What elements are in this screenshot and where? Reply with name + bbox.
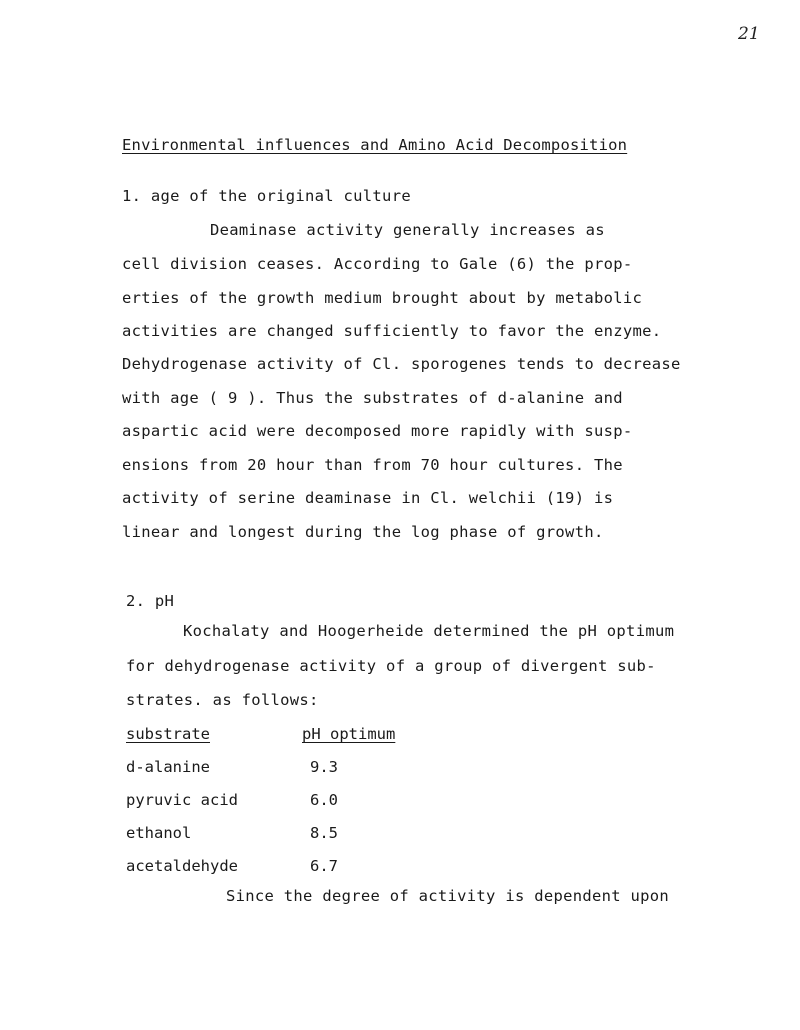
paragraph-line: ensions from 20 hour than from 70 hour cultures. The (122, 456, 623, 474)
paragraph-line: linear and longest during the log phase of growth. (122, 523, 604, 541)
table-cell-ph: 6.7 (310, 857, 338, 875)
paragraph-line: aspartic acid were decomposed more rapidly with susp- (122, 422, 633, 440)
table-cell-substrate: acetaldehyde (126, 857, 238, 875)
table-header-substrate: substrate (126, 725, 210, 743)
table-cell-substrate: d-alanine (126, 758, 210, 776)
paragraph-line: Deaminase activity generally increases as (210, 221, 605, 239)
table-cell-substrate: ethanol (126, 824, 192, 842)
paragraph-line: activity of serine deaminase in Cl. welchii (19) is (122, 489, 614, 507)
section-heading-ph: 2. pH (126, 592, 175, 610)
table-cell-ph: 8.5 (310, 824, 338, 842)
table-cell-ph: 9.3 (310, 758, 338, 776)
paragraph-line: erties of the growth medium brought about by metabolic (122, 289, 643, 307)
paragraph-line: cell division ceases. According to Gale (6) the prop- (122, 255, 633, 273)
paragraph-line: strates. as follows: (126, 691, 319, 709)
page-title: Environmental influences and Amino Acid Decomposition (122, 136, 628, 154)
paragraph-line: for dehydrogenase activity of a group of divergent sub- (126, 657, 656, 675)
table-cell-ph: 6.0 (310, 791, 338, 809)
page-number: 21 (738, 24, 760, 44)
paragraph-line: Kochalaty and Hoogerheide determined the pH optimum (183, 622, 675, 640)
table-header-ph-optimum: pH optimum (302, 725, 396, 743)
paragraph-line: Dehydrogenase activity of Cl. sporogenes tends to decrease (122, 355, 681, 373)
table-cell-substrate: pyruvic acid (126, 791, 238, 809)
paragraph-line: with age ( 9 ). Thus the substrates of d-alanine and (122, 389, 623, 407)
paragraph-line: activities are changed sufficiently to favor the enzyme. (122, 322, 662, 340)
section-heading-age: 1. age of the original culture (122, 187, 411, 205)
paragraph-line: Since the degree of activity is dependent upon (226, 887, 670, 905)
